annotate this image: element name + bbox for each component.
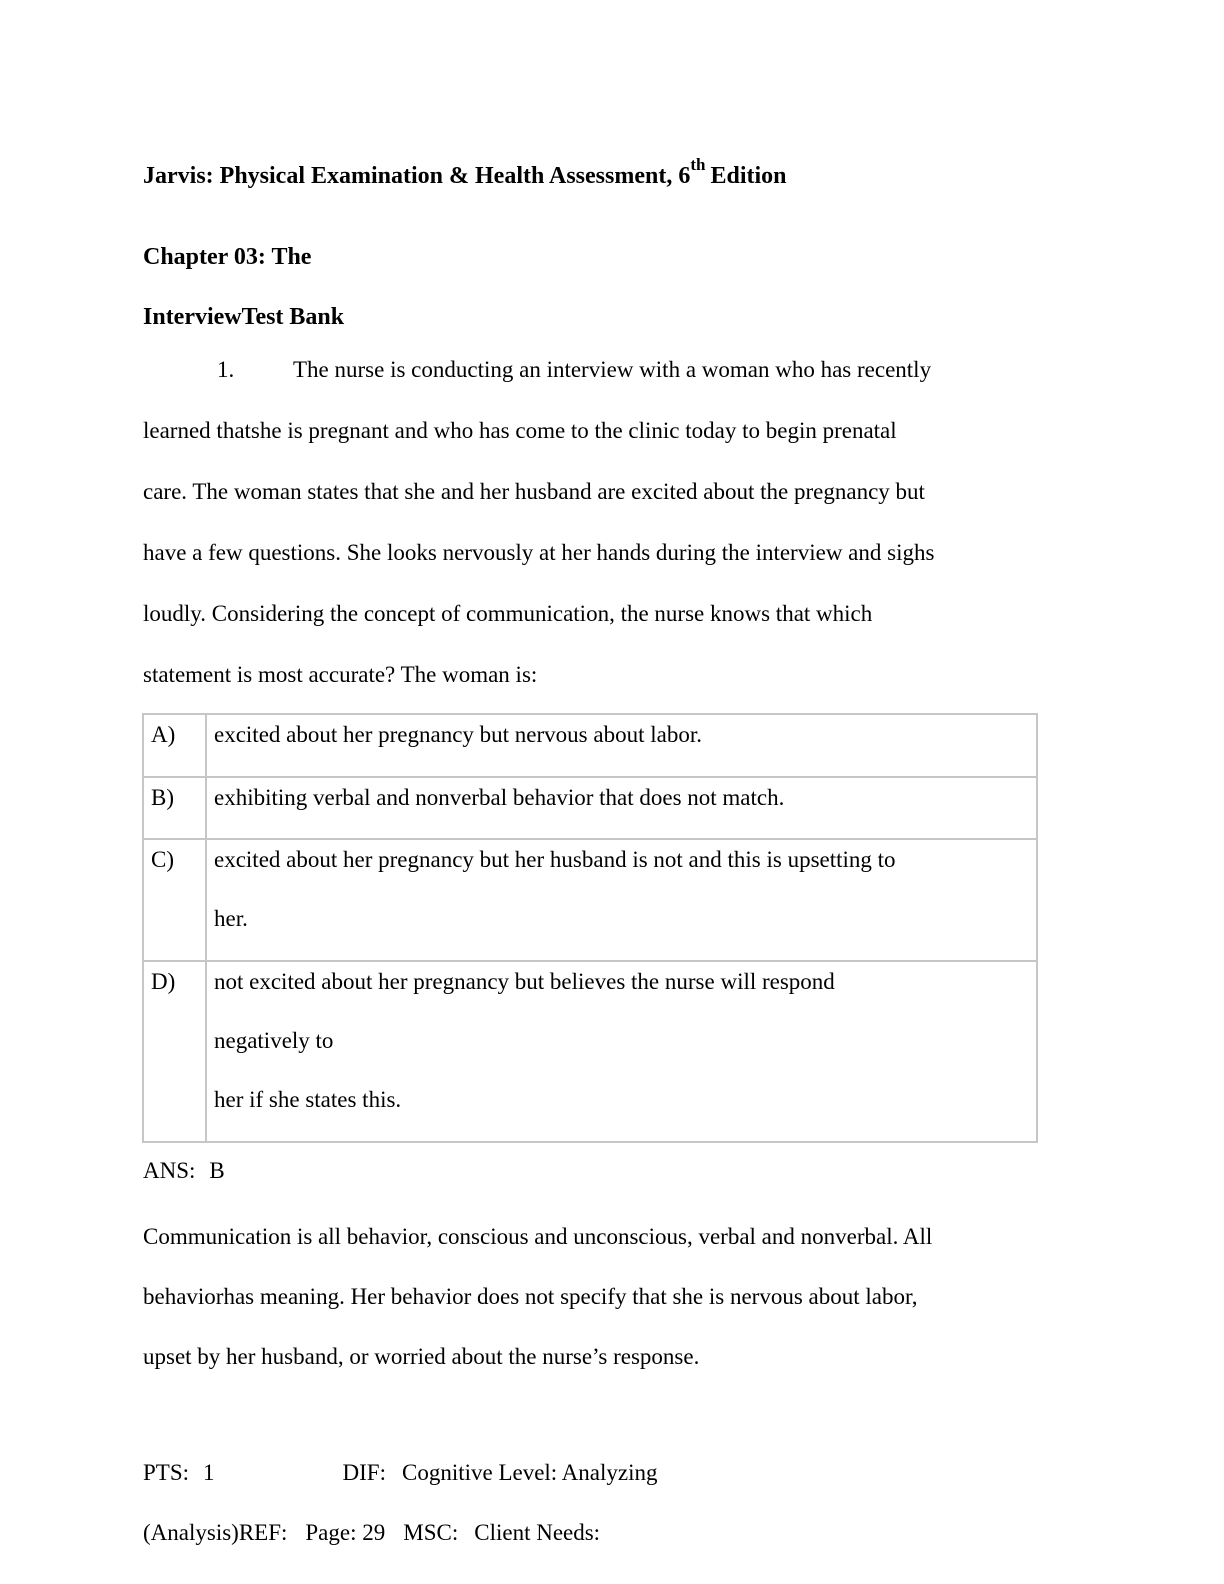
answer-line — [143, 1156, 225, 1186]
meta-line-ref-msc — [143, 1518, 600, 1548]
option-text-line: negatively to — [214, 1028, 334, 1053]
text-line: upset by her husband, or worried about the nurse’s response. — [143, 1344, 700, 1369]
dif-label: DIF: — [342, 1460, 386, 1485]
question-number: 1. — [217, 357, 235, 382]
option-text — [206, 777, 1037, 839]
pts-label: PTS: — [143, 1460, 190, 1485]
option-label — [143, 777, 206, 839]
option-text-line: excited about her pregnancy but her husband is not and this is upsetting to — [214, 847, 896, 872]
option-label-text: B) — [151, 785, 174, 810]
question-paragraph — [143, 349, 1103, 715]
edition-superscript: th — [690, 155, 706, 174]
option-row-a — [143, 714, 1037, 777]
option-text-line: not excited about her pregnancy but believes the nurse will respond — [214, 969, 835, 994]
rationale-paragraph — [143, 1216, 1103, 1396]
book-title — [143, 150, 787, 191]
answer-options-table — [142, 713, 1038, 1143]
answer-options-body — [143, 714, 1037, 1142]
ref-prefix: (Analysis)REF: — [143, 1520, 288, 1545]
text-line: Communication is all behavior, conscious and unconscious, verbal and nonverbal. All — [143, 1224, 933, 1249]
option-text — [206, 839, 1037, 961]
text-line: loudly. Considering the concept of communication, the nurse knows that which — [143, 601, 873, 626]
msc-label: MSC: — [403, 1520, 459, 1545]
option-label-text: A) — [151, 722, 176, 747]
option-label-text: C) — [151, 847, 174, 872]
question-first-line — [143, 349, 1103, 410]
meta-line-pts-dif — [143, 1458, 658, 1488]
option-label — [143, 839, 206, 961]
option-text — [206, 714, 1037, 777]
test-bank-heading: InterviewTest Bank — [143, 304, 345, 330]
msc-value: Client Needs: — [474, 1520, 601, 1545]
text-line: learned thatshe is pregnant and who has come to the clinic today to begin prenatal — [143, 418, 897, 443]
option-label — [143, 714, 206, 777]
text-line: care. The woman states that she and her husband are excited about the pregnancy but — [143, 479, 925, 504]
text-line: have a few questions. She looks nervously at her hands during the interview and sighs — [143, 540, 935, 565]
chapter-heading: Chapter 03: The — [143, 244, 312, 270]
option-text-line: her. — [214, 906, 248, 931]
option-text — [206, 961, 1037, 1142]
option-row-c — [143, 839, 1037, 961]
answer-value: B — [209, 1158, 225, 1183]
text-line: behaviorhas meaning. Her behavior does not specify that she is nervous about labor, — [143, 1284, 918, 1309]
option-label — [143, 961, 206, 1142]
question-first-line-text: The nurse is conducting an interview with a woman who has recently — [293, 357, 932, 382]
option-text-line: excited about her pregnancy but nervous about labor. — [214, 722, 702, 747]
option-label-text: D) — [151, 969, 176, 994]
answer-label: ANS: — [143, 1158, 196, 1183]
text-line: statement is most accurate? The woman is: — [143, 662, 538, 687]
option-text-line: exhibiting verbal and nonverbal behavior that does not match. — [214, 785, 785, 810]
question-continuation — [143, 410, 1103, 715]
option-text-line: her if she states this. — [214, 1087, 402, 1112]
book-title-text: Jarvis: Physical Examination & Health Assessment, 6 — [143, 163, 691, 189]
ref-value: Page: 29 — [305, 1520, 386, 1545]
option-row-b — [143, 777, 1037, 839]
dif-value: Cognitive Level: Analyzing — [401, 1460, 658, 1485]
edition-word: Edition — [710, 163, 787, 189]
pts-value: 1 — [203, 1460, 215, 1485]
option-row-d — [143, 961, 1037, 1142]
